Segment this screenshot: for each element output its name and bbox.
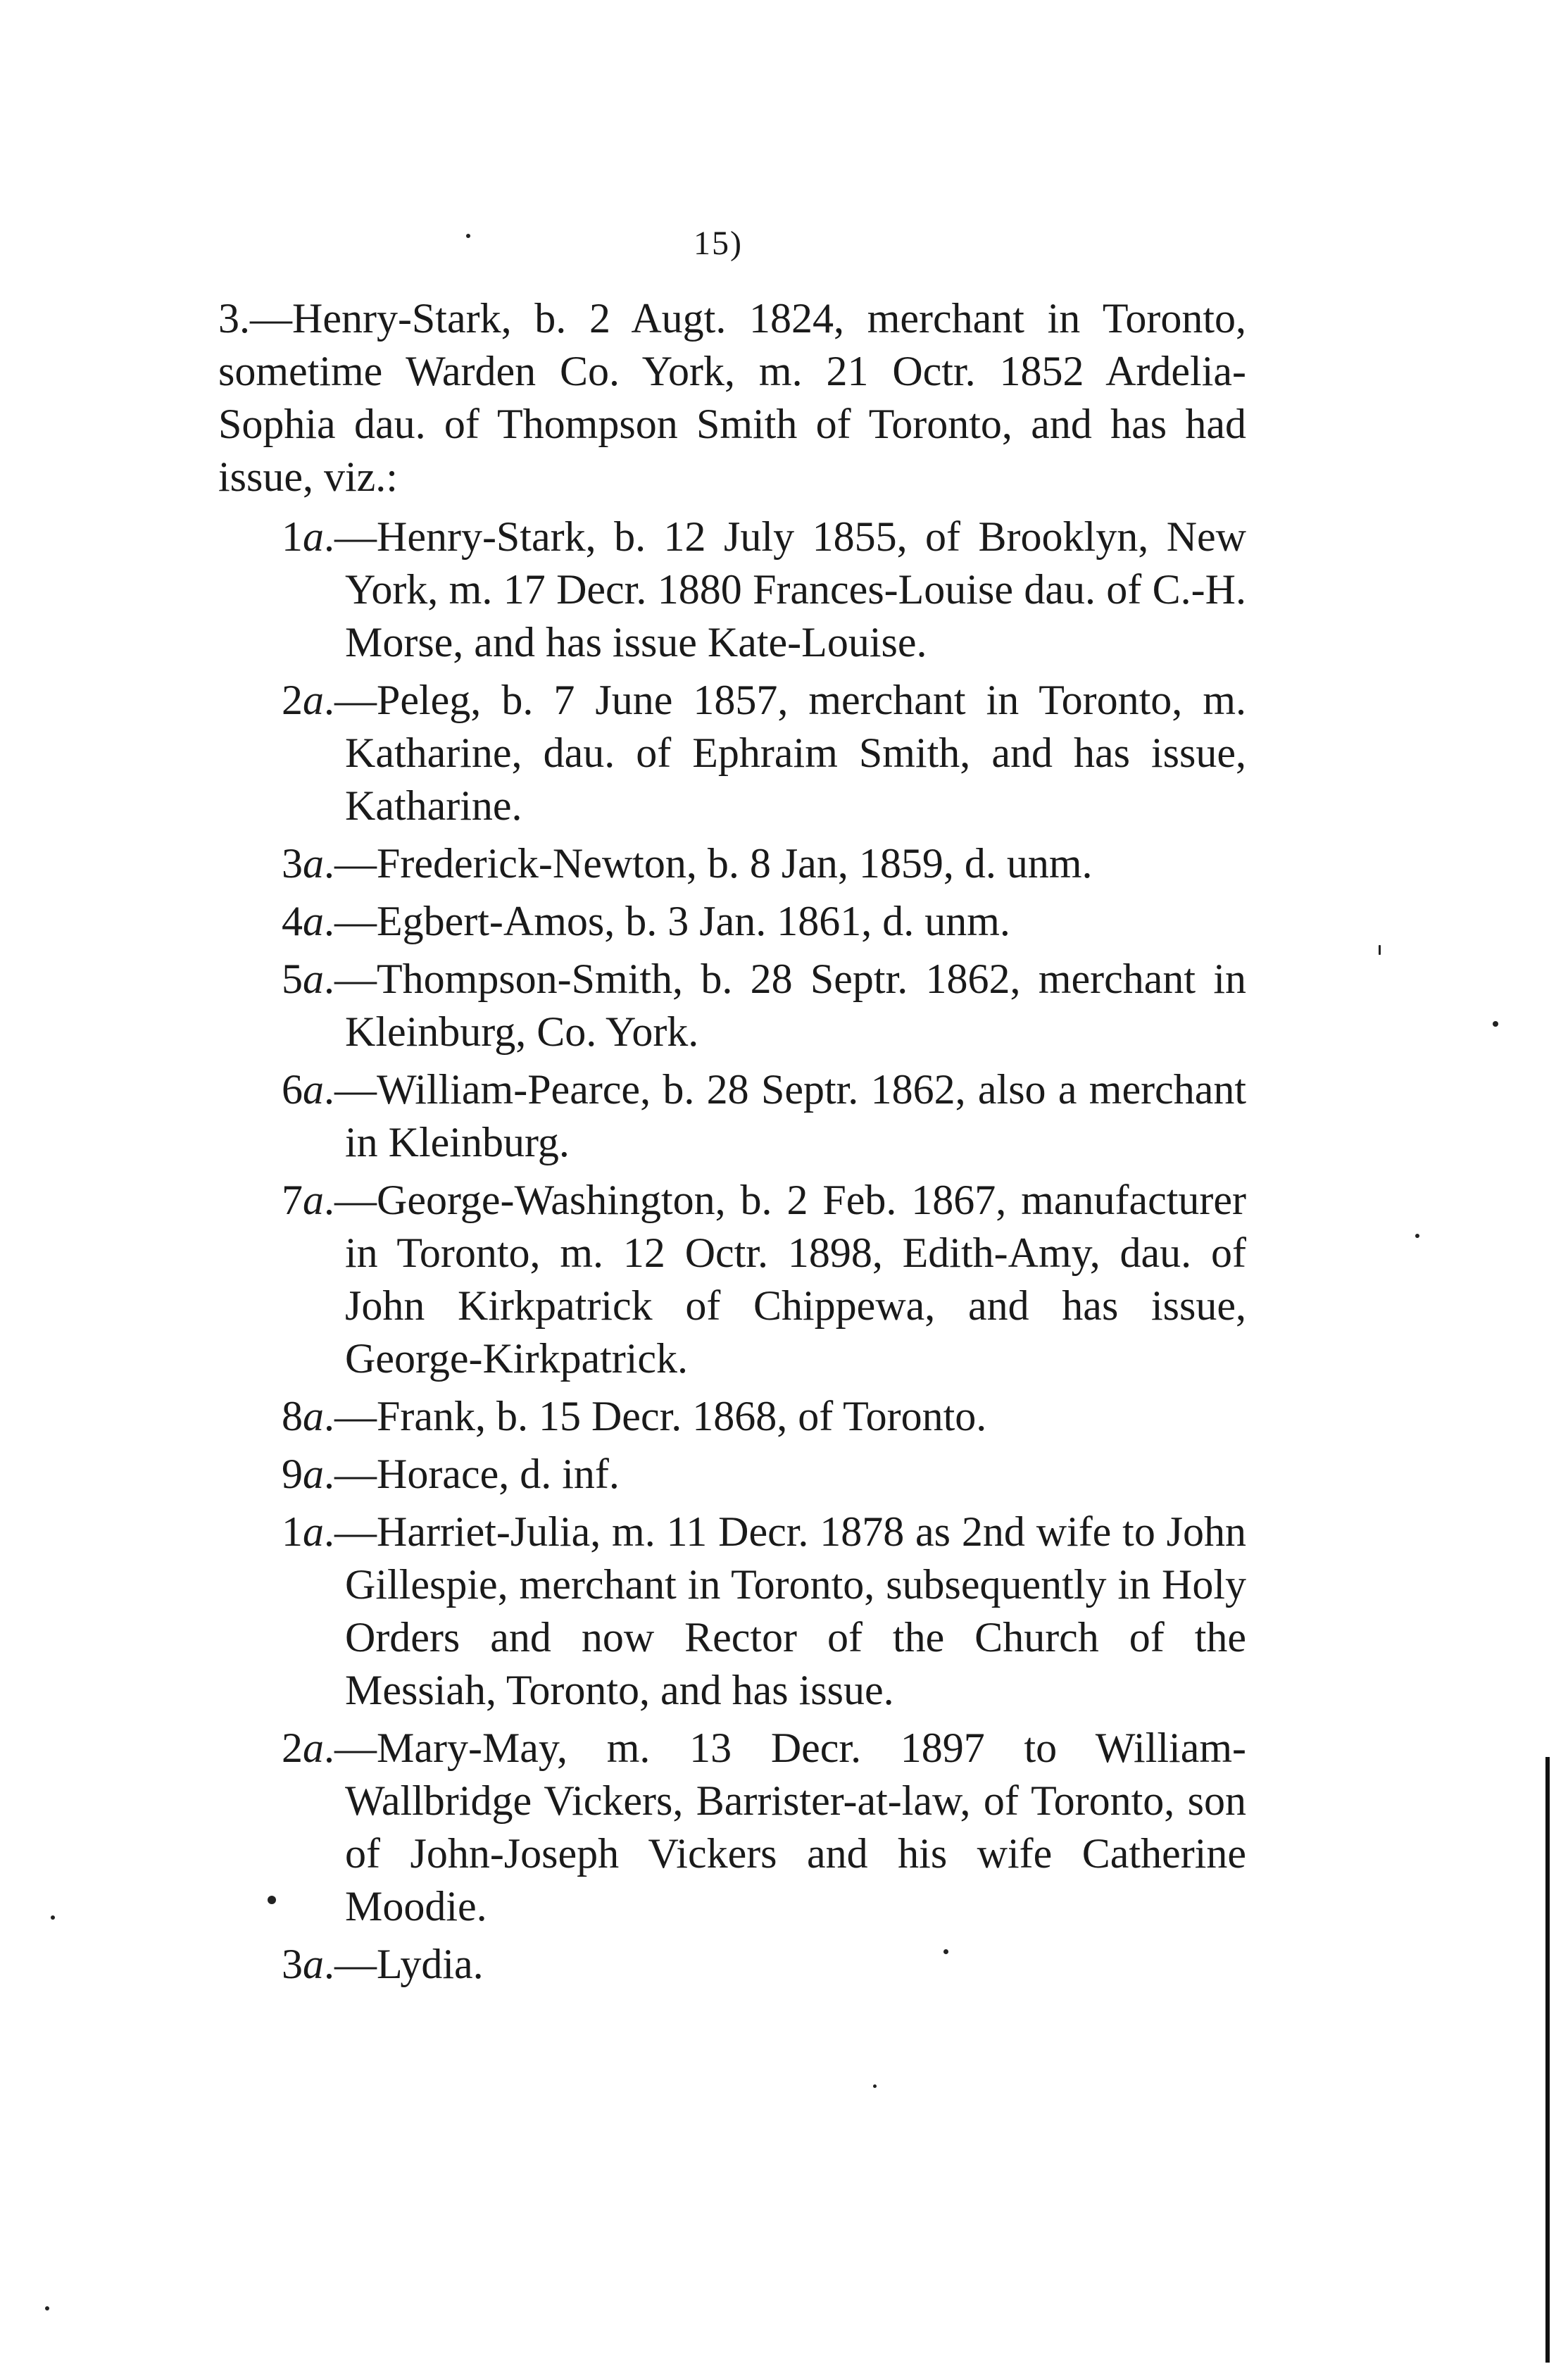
scan-speck [45, 2306, 49, 2310]
entry-number: 5a [282, 956, 324, 1002]
entry-text: .—Lydia. [324, 1941, 484, 1987]
entry-number: 7a [282, 1177, 324, 1223]
entry-text: .—Harriet-Julia, m. 11 Decr. 1878 as 2nd wife to John Gillespie, merchant in Toronto, subsequently in Holy Orders and now Rector of the Church of the Messiah, Toronto, and has issue. [324, 1508, 1246, 1713]
entry-number: 2a [282, 1725, 324, 1771]
entry-6a-william-pearce [218, 1063, 1246, 1169]
entry-text: .—Thompson-Smith, b. 28 Septr. 1862, merchant in Kleinburg, Co. York. [324, 956, 1246, 1055]
entry-8a-frank [218, 1390, 1246, 1443]
entry-number: 4a [282, 898, 324, 944]
entry-5a-thompson-smith [218, 953, 1246, 1058]
scan-rule-right [1545, 1757, 1550, 2363]
entry-text: .—Peleg, b. 7 June 1857, merchant in Toronto, m. Katharine, dau. of Ephraim Smith, and has issue, Katharine. [324, 677, 1246, 829]
scan-speck [1379, 945, 1381, 955]
entry-text: .—George-Washington, b. 2 Feb. 1867, manufacturer in Toronto, m. 12 Octr. 1898, Edith-Amy, dau. of John Kirkpatrick of Chippewa, and has issue, George-Kirkpatrick. [324, 1177, 1246, 1382]
scan-speck [1415, 1234, 1419, 1238]
entry-3a-frederick-newton [218, 837, 1246, 890]
entry-2a-mary-may [218, 1722, 1246, 1933]
entry-text: .—William-Pearce, b. 28 Septr. 1862, also a merchant in Kleinburg. [324, 1066, 1246, 1165]
entry-text: .—Horace, d. inf. [324, 1451, 620, 1497]
entry-2a-peleg [218, 674, 1246, 832]
scan-speck [873, 2084, 877, 2088]
entry-text: .—Frederick-Newton, b. 8 Jan, 1859, d. unm. [324, 840, 1093, 887]
entry-number: 2a [282, 677, 324, 723]
entry-7a-george-washington [218, 1174, 1246, 1385]
entry-number: 8a [282, 1393, 324, 1439]
entry-text: .—Egbert-Amos, b. 3 Jan. 1861, d. unm. [324, 898, 1010, 944]
text-block [218, 292, 1246, 1996]
entry-text: .—Mary-May, m. 13 Decr. 1897 to William-Wallbridge Vickers, Barrister-at-law, of Toronto, son of John-Joseph Vickers and his wife Catherine Moodie. [324, 1725, 1246, 1930]
page-number: 15) [694, 225, 743, 262]
entry-9a-horace [218, 1448, 1246, 1501]
entry-4a-egbert-amos [218, 895, 1246, 948]
entry-number: 3a [282, 840, 324, 887]
entry-3a-lydia [218, 1938, 1246, 1991]
scan-speck [1493, 1021, 1498, 1027]
scan-speck [466, 234, 470, 238]
entry-1a-henry-stark [218, 511, 1246, 669]
scan-speck [268, 1896, 276, 1904]
entry-text: .—Henry-Stark, b. 12 July 1855, of Brooklyn, New York, m. 17 Decr. 1880 Frances-Louise dau. of C.-H. Morse, and has issue Kate-Louise. [324, 513, 1246, 665]
entry-text: .—Frank, b. 15 Decr. 1868, of Toronto. [324, 1393, 987, 1439]
entry-number: 9a [282, 1451, 324, 1497]
scan-speck [51, 1915, 55, 1920]
main-paragraph: 3.—Henry-Stark, b. 2 Augt. 1824, merchant in Toronto, sometime Warden Co. York, m. 21 Octr. 1852 Ardelia-Sophia dau. of Thompson Smith of Toronto, and has had issue, viz.: [218, 295, 1246, 500]
scan-speck [943, 1949, 948, 1954]
entry-number: 1a [282, 1508, 324, 1555]
entry-number: 1a [282, 513, 324, 560]
entry-number: 3a [282, 1941, 324, 1987]
entry-1a-harriet-julia [218, 1506, 1246, 1717]
entry-number: 6a [282, 1066, 324, 1113]
